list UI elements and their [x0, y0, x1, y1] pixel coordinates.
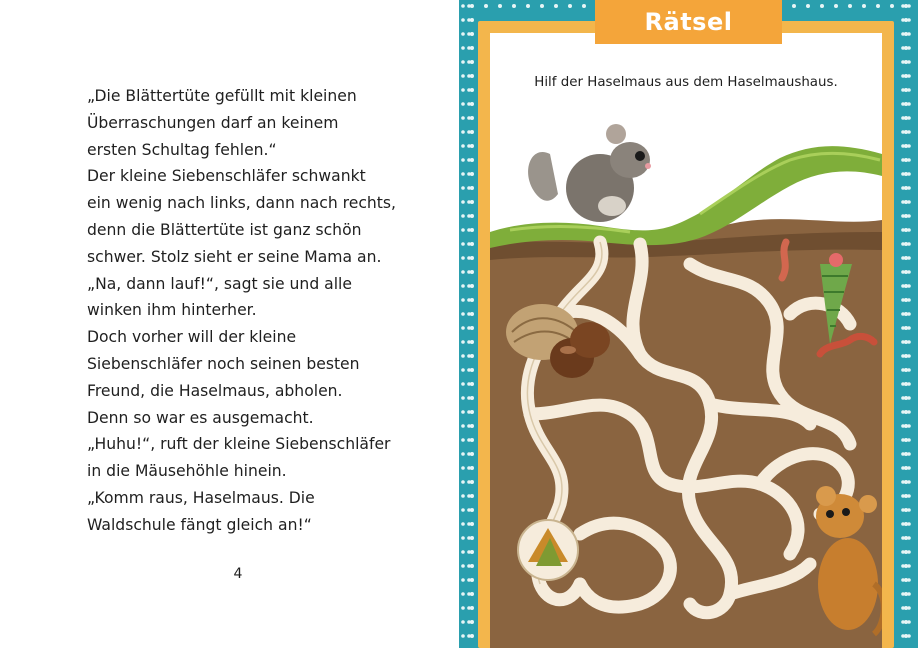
border-dot [526, 4, 530, 8]
border-dot [907, 452, 911, 456]
border-dot [907, 186, 911, 190]
border-dot [907, 606, 911, 610]
border-dot [461, 578, 465, 582]
border-dot [901, 228, 905, 232]
border-dot [901, 158, 905, 162]
border-dot [467, 480, 471, 484]
border-dot [467, 340, 471, 344]
title-tab [595, 0, 782, 44]
border-dot [467, 452, 471, 456]
border-dot [806, 4, 810, 8]
border-dot [467, 200, 471, 204]
border-dot [461, 592, 465, 596]
border-dot [467, 592, 471, 596]
border-dot [461, 200, 465, 204]
border-dot [540, 4, 544, 8]
border-dot [467, 536, 471, 540]
border-dot [907, 18, 911, 22]
border-dot [901, 620, 905, 624]
border-dot [901, 172, 905, 176]
right-page [459, 0, 918, 648]
border-dot [907, 592, 911, 596]
border-dot [467, 284, 471, 288]
border-dot [467, 88, 471, 92]
border-dot [907, 382, 911, 386]
border-dot [484, 4, 488, 8]
border-dot [461, 186, 465, 190]
border-dot [901, 494, 905, 498]
border-dot [467, 466, 471, 470]
border-dot [467, 102, 471, 106]
border-dot [461, 480, 465, 484]
border-dot [901, 522, 905, 526]
border-dot [467, 116, 471, 120]
border-dot [461, 88, 465, 92]
border-dot [901, 354, 905, 358]
border-dot [907, 270, 911, 274]
story-text [87, 83, 427, 539]
border-dot [792, 4, 796, 8]
border-dot [901, 382, 905, 386]
border-dot [461, 424, 465, 428]
border-dot [901, 410, 905, 414]
border-dot [461, 172, 465, 176]
border-dot [901, 396, 905, 400]
border-dot [907, 130, 911, 134]
border-dot [907, 242, 911, 246]
border-dot [461, 634, 465, 638]
border-dot [901, 438, 905, 442]
border-dot [467, 606, 471, 610]
border-dot [907, 228, 911, 232]
worm-icon-upper [782, 242, 786, 278]
border-dot [848, 4, 852, 8]
border-dot [907, 172, 911, 176]
border-dot [907, 214, 911, 218]
border-dot [901, 270, 905, 274]
story-line: Freund, die Haselmaus, abholen. [87, 381, 343, 400]
border-dot [461, 116, 465, 120]
story-line: ein wenig nach links, dann nach rechts, [87, 194, 396, 213]
border-dot [907, 74, 911, 78]
border-dot [901, 214, 905, 218]
border-dot [467, 18, 471, 22]
border-dot [907, 312, 911, 316]
border-dot [467, 4, 471, 8]
border-dot [461, 410, 465, 414]
border-dot [467, 382, 471, 386]
border-dot [901, 312, 905, 316]
border-dot [834, 4, 838, 8]
border-dot [461, 494, 465, 498]
dormouse-icon [528, 124, 651, 222]
border-dot [461, 284, 465, 288]
leaf-bundle-icon [518, 520, 578, 580]
story-line: „Huhu!“, ruft der kleine Siebenschläfer [87, 435, 391, 454]
border-dot [907, 158, 911, 162]
border-dot [582, 4, 586, 8]
border-dot [901, 46, 905, 50]
border-dot [907, 284, 911, 288]
border-dot [467, 634, 471, 638]
border-dot [461, 102, 465, 106]
border-dot [901, 606, 905, 610]
border-dot [467, 172, 471, 176]
border-dot [461, 606, 465, 610]
story-line: Überraschungen darf an keinem [87, 113, 339, 132]
border-dot [907, 536, 911, 540]
border-dot [467, 508, 471, 512]
border-dot [907, 410, 911, 414]
border-dot [907, 494, 911, 498]
border-dot [901, 592, 905, 596]
border-dot [461, 18, 465, 22]
border-dot [901, 130, 905, 134]
border-dot [467, 424, 471, 428]
border-dot [461, 74, 465, 78]
border-dot [498, 4, 502, 8]
border-dot [461, 368, 465, 372]
border-dot [907, 620, 911, 624]
border-dot [467, 312, 471, 316]
border-dot [907, 480, 911, 484]
border-dot [901, 60, 905, 64]
border-dot [467, 438, 471, 442]
border-dot [907, 550, 911, 554]
border-dot [461, 256, 465, 260]
border-dot [907, 438, 911, 442]
border-dot [461, 354, 465, 358]
story-line: Denn so war es ausgemacht. [87, 408, 314, 427]
border-dot [467, 60, 471, 64]
border-dot [901, 200, 905, 204]
story-line: in die Mäusehöhle hinein. [87, 462, 287, 481]
border-dot [461, 46, 465, 50]
border-dot [467, 214, 471, 218]
story-line: Doch vorher will der kleine [87, 328, 297, 347]
border-dot [461, 550, 465, 554]
border-dot [461, 158, 465, 162]
border-dot [907, 424, 911, 428]
border-dot [467, 256, 471, 260]
story-line: winken ihm hinterher. [87, 301, 257, 320]
border-dot [907, 522, 911, 526]
border-dot [907, 144, 911, 148]
border-dot [907, 326, 911, 330]
border-dot [907, 354, 911, 358]
border-dot [907, 634, 911, 638]
border-dot [907, 564, 911, 568]
border-dot [467, 522, 471, 526]
border-dot [907, 46, 911, 50]
border-dot [901, 508, 905, 512]
story-line: „Die Blättertüte gefüllt mit kleinen [87, 87, 357, 105]
border-dot [901, 480, 905, 484]
border-dot [862, 4, 866, 8]
border-dot [907, 368, 911, 372]
border-dot [467, 186, 471, 190]
border-dot [467, 494, 471, 498]
story-line: ersten Schultag fehlen.“ [87, 140, 277, 159]
border-dot [901, 4, 905, 8]
border-dot [461, 60, 465, 64]
border-dot [907, 466, 911, 470]
border-dot [901, 116, 905, 120]
border-dot [461, 564, 465, 568]
border-dot [901, 18, 905, 22]
maze-illustration [490, 114, 882, 648]
border-dot [901, 564, 905, 568]
border-dot [554, 4, 558, 8]
story-line: Siebenschläfer noch seinen besten [87, 354, 360, 373]
border-dot [907, 88, 911, 92]
border-dot [461, 214, 465, 218]
border-dot [901, 452, 905, 456]
border-dot [461, 228, 465, 232]
border-dot [907, 298, 911, 302]
border-dot [467, 144, 471, 148]
border-dot [907, 4, 911, 8]
border-dot [901, 578, 905, 582]
border-dot [461, 438, 465, 442]
border-dot [461, 536, 465, 540]
border-dot [467, 564, 471, 568]
border-dot [461, 396, 465, 400]
story-line: „Na, dann lauf!“, sagt sie und alle [87, 274, 352, 293]
border-dot [901, 88, 905, 92]
border-dot [901, 186, 905, 190]
border-dot [907, 256, 911, 260]
border-dot [901, 550, 905, 554]
border-dot [461, 242, 465, 246]
border-dot [467, 326, 471, 330]
border-dot [461, 312, 465, 316]
border-dot [467, 410, 471, 414]
border-dot [901, 326, 905, 330]
story-line: „Komm raus, Haselmaus. Die [87, 488, 315, 507]
border-dot [461, 326, 465, 330]
border-dot [461, 522, 465, 526]
border-dot [901, 536, 905, 540]
border-dot [461, 340, 465, 344]
border-dot [461, 382, 465, 386]
border-dot [907, 102, 911, 106]
border-dot [907, 32, 911, 36]
border-dot [901, 634, 905, 638]
border-dot [907, 578, 911, 582]
border-dot [901, 74, 905, 78]
border-dot [467, 550, 471, 554]
border-dot [461, 452, 465, 456]
story-line: schwer. Stolz sieht er seine Mama an. [87, 247, 382, 266]
border-dot [901, 284, 905, 288]
border-dot [901, 298, 905, 302]
puzzle-title: Rätsel [644, 8, 733, 36]
border-dot [876, 4, 880, 8]
border-dot [907, 60, 911, 64]
border-dot [467, 32, 471, 36]
border-dot [461, 620, 465, 624]
border-dot [461, 4, 465, 8]
border-dot [901, 256, 905, 260]
border-dot [461, 466, 465, 470]
border-dot [907, 340, 911, 344]
border-dot [901, 144, 905, 148]
border-dot [901, 102, 905, 106]
border-dot [461, 144, 465, 148]
border-dot [467, 46, 471, 50]
border-dot [568, 4, 572, 8]
border-dot [467, 228, 471, 232]
border-dot [467, 74, 471, 78]
story-line: Der kleine Siebenschläfer schwankt [87, 167, 366, 186]
border-dot [907, 508, 911, 512]
border-dot [467, 578, 471, 582]
border-dot [461, 32, 465, 36]
border-dot [901, 466, 905, 470]
border-dot [461, 130, 465, 134]
puzzle-instruction: Hilf der Haselmaus aus dem Haselmaushaus. [534, 75, 838, 90]
border-dot [512, 4, 516, 8]
border-dot [467, 270, 471, 274]
border-dot [907, 116, 911, 120]
border-dot [467, 354, 471, 358]
border-dot [467, 158, 471, 162]
story-line: denn die Blättertüte ist ganz schön [87, 220, 362, 239]
border-dot [467, 242, 471, 246]
border-dot [901, 368, 905, 372]
border-dot [467, 298, 471, 302]
border-dot [467, 396, 471, 400]
border-dot [467, 368, 471, 372]
border-dot [901, 32, 905, 36]
border-dot [461, 508, 465, 512]
page-number: 4 [233, 566, 243, 582]
border-dot [820, 4, 824, 8]
border-dot [890, 4, 894, 8]
border-dot [907, 200, 911, 204]
border-dot [461, 298, 465, 302]
border-dot [901, 242, 905, 246]
border-dot [907, 396, 911, 400]
border-dot [467, 620, 471, 624]
story-line: Waldschule fängt gleich an!“ [87, 515, 312, 534]
border-dot [901, 424, 905, 428]
border-dot [461, 270, 465, 274]
border-dot [467, 130, 471, 134]
border-dot [901, 340, 905, 344]
